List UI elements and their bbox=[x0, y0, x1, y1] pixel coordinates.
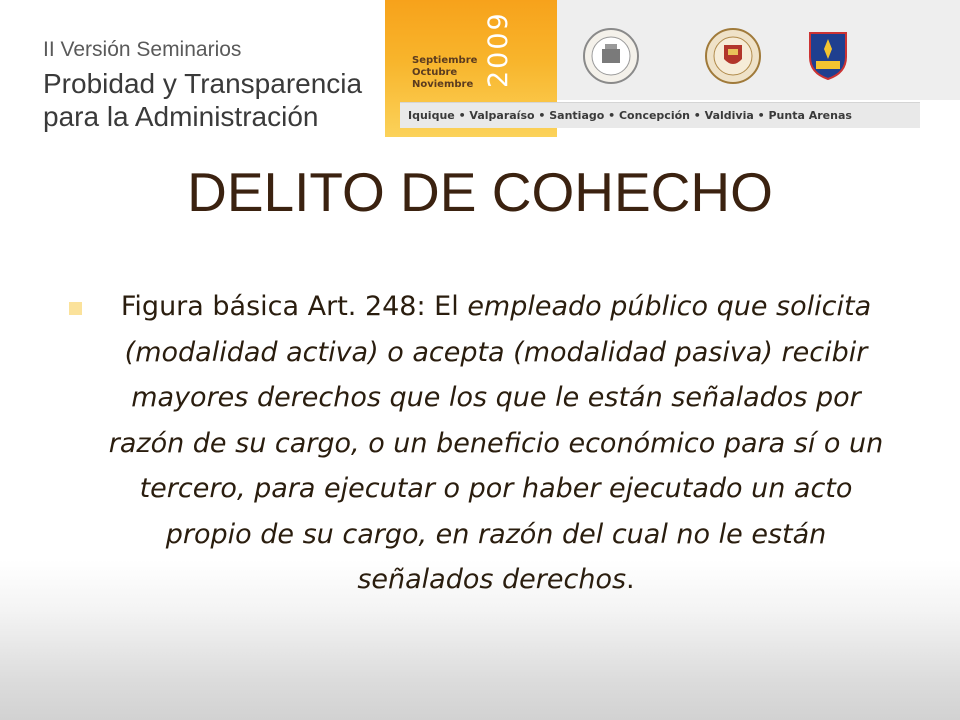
year-label: 2009 bbox=[483, 11, 514, 88]
month-september: Septiembre bbox=[412, 55, 478, 66]
seminar-title-line1: Probidad y Transparencia bbox=[43, 68, 363, 99]
seminar-title bbox=[43, 67, 362, 133]
contraloria-seal-icon bbox=[582, 27, 640, 85]
months-list bbox=[412, 55, 477, 91]
university-shield-icon bbox=[806, 29, 850, 81]
slide-title: DELITO DE COHECHO bbox=[187, 161, 773, 223]
seminar-header bbox=[43, 38, 362, 133]
cities-bar: Iquique • Valparaíso • Santiago • Concepción • Valdivia • Punta Arenas bbox=[400, 102, 920, 128]
bullet-square-icon bbox=[69, 302, 82, 315]
seminar-series-label: II Versión Seminarios bbox=[43, 38, 242, 61]
bullet-text bbox=[96, 284, 896, 603]
seminar-title-line2: para la Administración bbox=[43, 101, 319, 132]
university-seal-icon bbox=[704, 27, 762, 85]
bullet-tail: . bbox=[626, 564, 635, 595]
month-october: Octubre bbox=[412, 67, 458, 78]
bullet-italic-definition: empleado público que solicita (modalidad activa) o acepta (modalidad pasiva) recibir mayores derechos que los que le están señalados por razón de su cargo, o un beneficio económico para sí o un tercero, para ejecutar o por haber ejecutado un acto propio de su cargo, en razón del cual no le están señalados derechos bbox=[108, 291, 884, 595]
bullet-lead: Figura básica Art. 248: El bbox=[120, 291, 468, 322]
month-november: Noviembre bbox=[412, 79, 474, 90]
